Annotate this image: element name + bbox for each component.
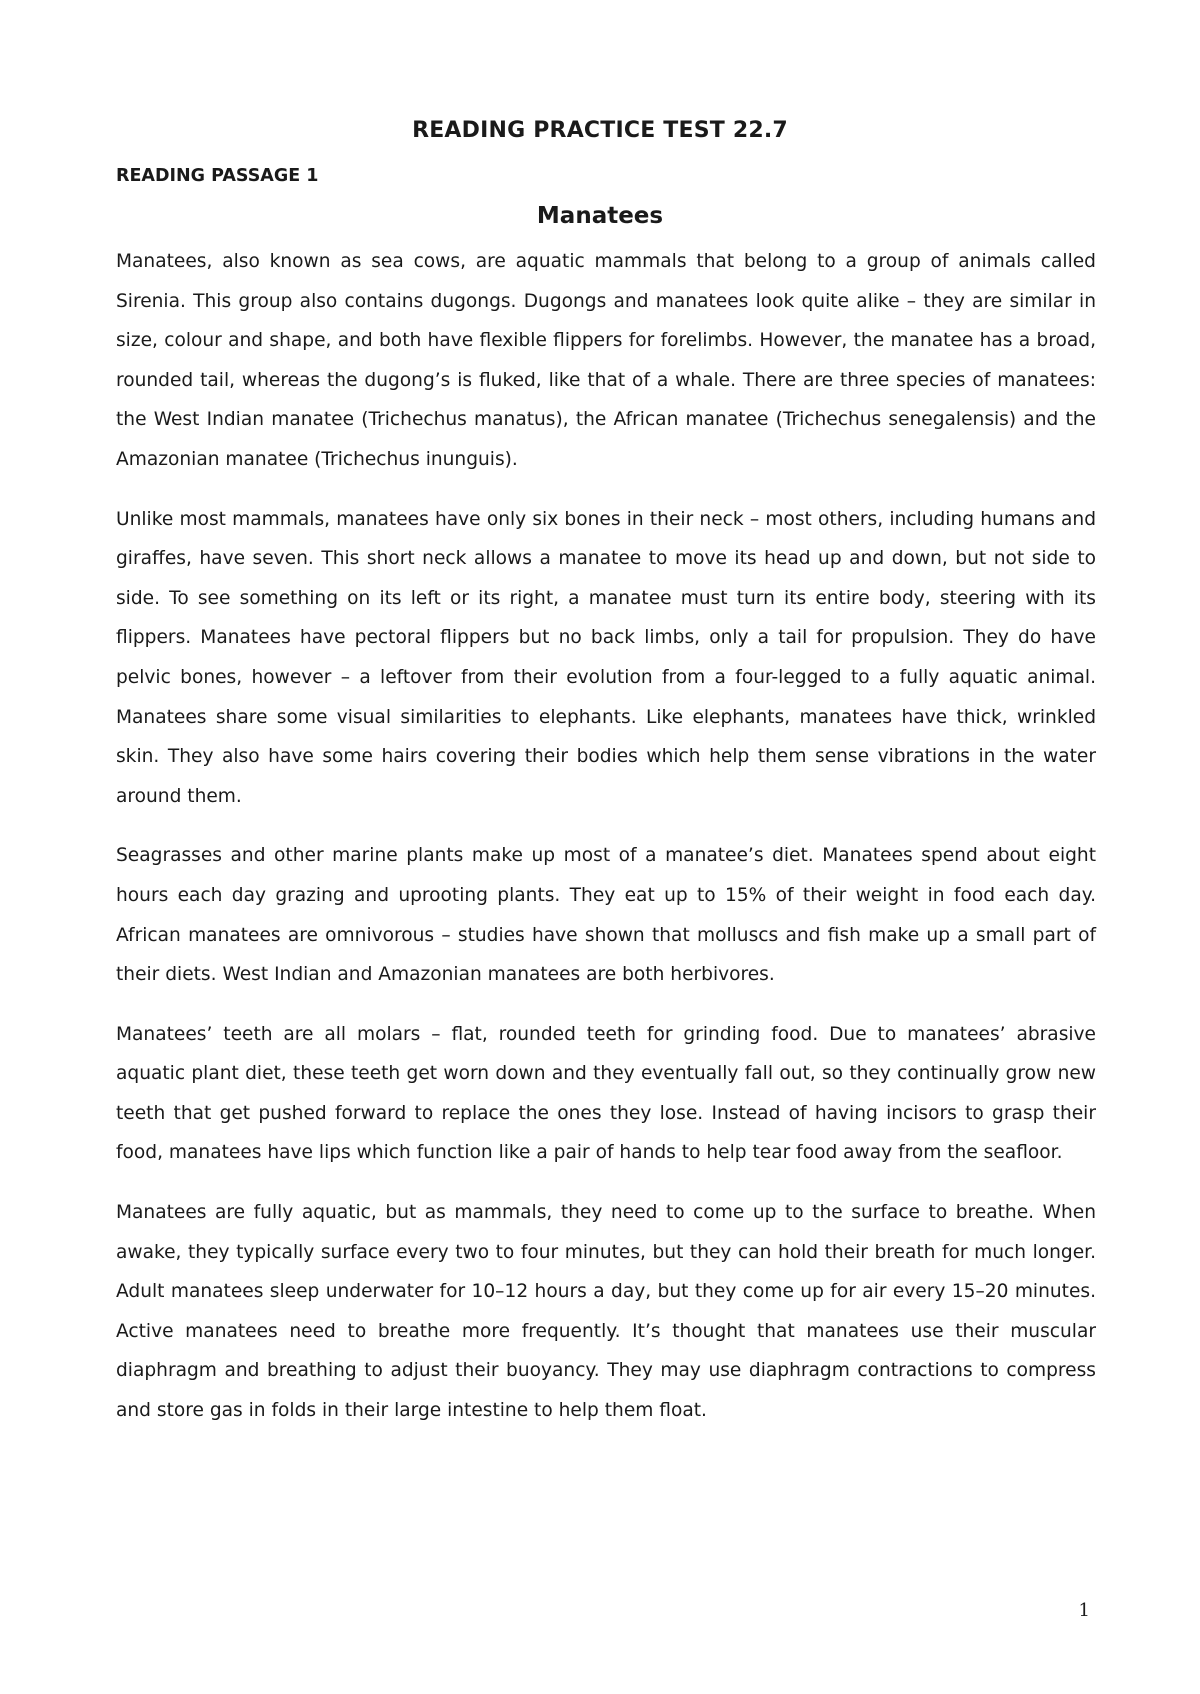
test-title: READING PRACTICE TEST 22.7 [412,118,788,143]
passage-body [116,242,1096,1451]
page-number: 1 [1078,1600,1090,1621]
passage-title: Manatees [536,203,664,229]
paragraph-4: Manatees’ teeth are all molars – flat, rounded teeth for grinding food. Due to manatees’ abrasive aquatic plant diet, these teeth get worn down and they eventually fall out, so they continually grow new teeth that get pushed forward to replace the ones they lose. Instead of having incisors to grasp their food, manatees have lips which function like a pair of hands to help tear food away from the seafloor. [116,1023,1096,1164]
paragraph-3: Seagrasses and other marine plants make up most of a manatee’s diet. Manatees spend about eight hours each day grazing and uprooting plants. They eat up to 15% of their weight in food each day. African manatees are omnivorous – studies have shown that molluscs and fish make up a small part of their diets. West Indian and Amazonian manatees are both herbivores. [116,845,1096,986]
paragraph-5: Manatees are fully aquatic, but as mammals, they need to come up to the surface to breathe. When awake, they typically surface every two to four minutes, but they can hold their breath for much longer. Adult manatees sleep underwater for 10–12 hours a day, but they come up for air every 15–20 minutes. Active manatees need to breathe more frequently. It’s thought that manatees use their muscular diaphragm and breathing to adjust their buoyancy. They may use diaphragm contractions to compress and store gas in folds in their large intestine to help them float. [116,1202,1096,1422]
paragraph-1: Manatees, also known as sea cows, are aquatic mammals that belong to a group of animals called Sirenia. This group also contains dugongs. Dugongs and manatees look quite alike – they are similar in size, colour and shape, and both have flexible flippers for forelimbs. However, the manatee has a broad, rounded tail, whereas the dugong’s is fluked, like that of a whale. There are three species of manatees: the West Indian manatee (Trichechus manatus), the African manatee (Trichechus senegalensis) and the Amazonian manatee (Trichechus inunguis). [116,251,1096,470]
paragraph-2: Unlike most mammals, manatees have only six bones in their neck – most others, including humans and giraffes, have seven. This short neck allows a manatee to move its head up and down, but not side to side. To see something on its left or its right, a manatee must turn its entire body, steering with its flippers. Manatees have pectoral flippers but no back limbs, only a tail for propulsion. They do have pelvic bones, however – a leftover from their evolution from a four-legged to a fully aquatic animal. Manatees share some visual similarities to elephants. Like elephants, manatees have thick, wrinkled skin. They also have some hairs covering their bodies which help them sense vibrations in the water around them. [116,508,1096,807]
passage-label: READING PASSAGE 1 [116,166,319,186]
